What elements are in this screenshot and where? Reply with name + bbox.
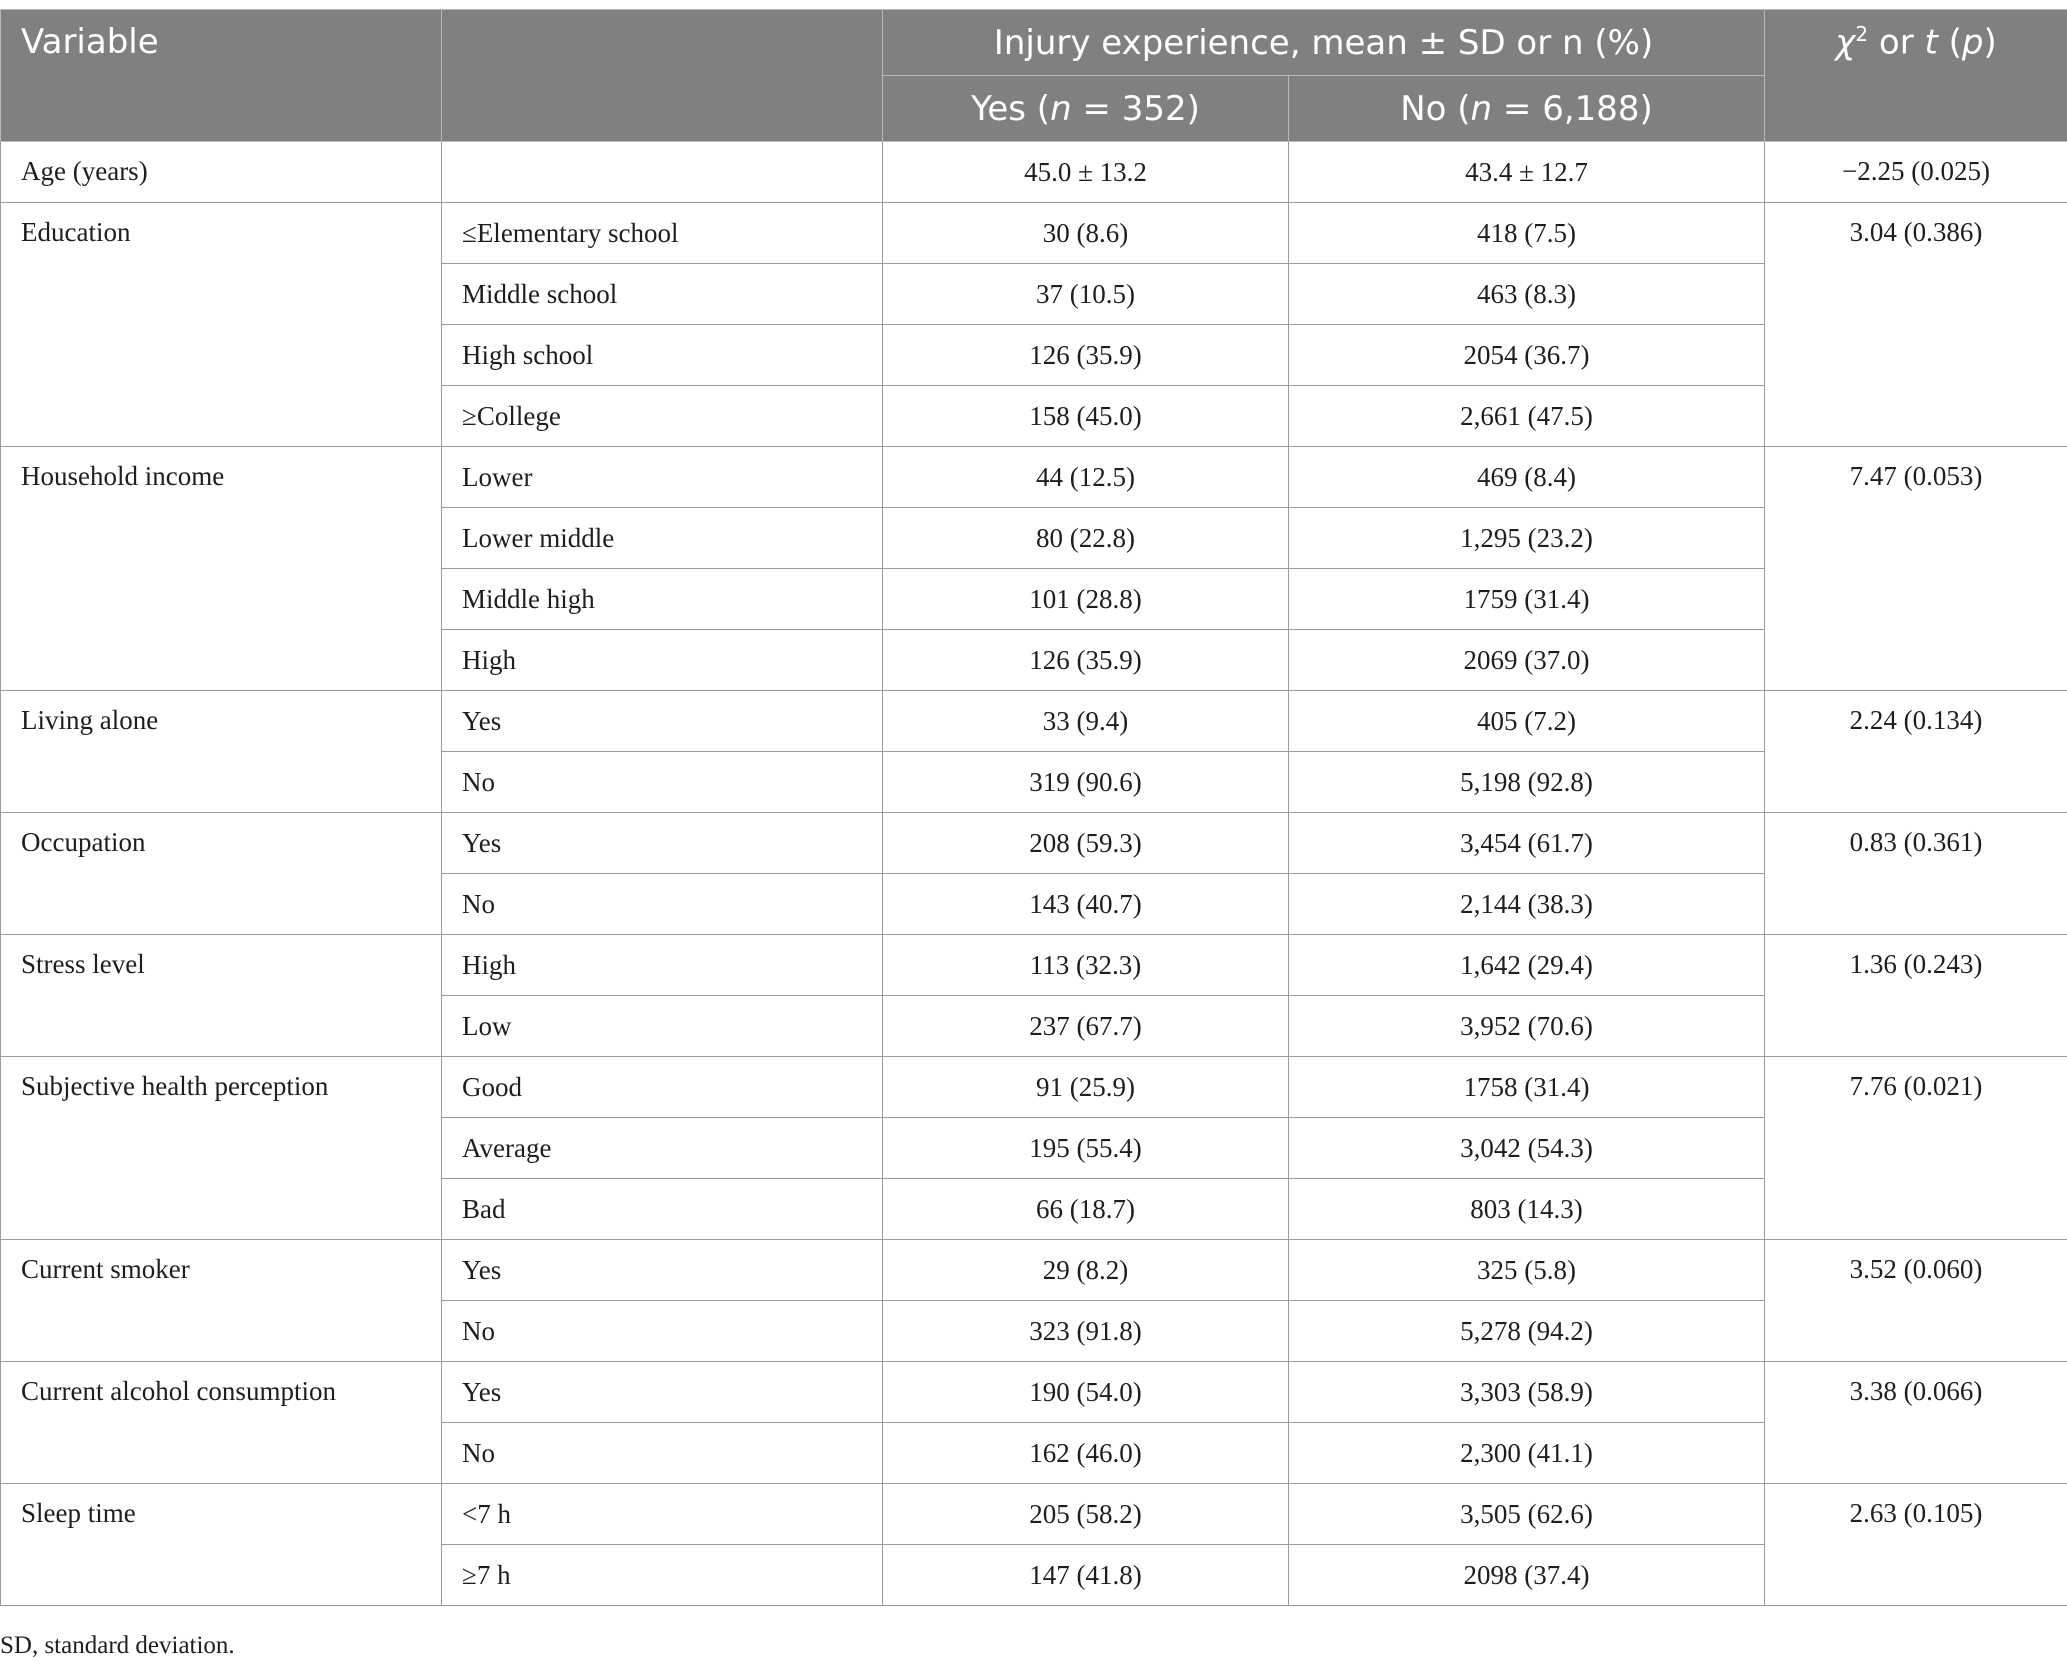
statistic-cell: 2.24 (0.134) bbox=[1765, 691, 2067, 813]
variable-cell: Stress level bbox=[1, 935, 442, 1057]
no-value-cell: 3,042 (54.3) bbox=[1289, 1118, 1765, 1179]
header-variable: Variable bbox=[1, 10, 442, 142]
yes-value-cell: 190 (54.0) bbox=[883, 1362, 1289, 1423]
no-value-cell: 803 (14.3) bbox=[1289, 1179, 1765, 1240]
statistic-cell: 2.63 (0.105) bbox=[1765, 1484, 2067, 1606]
variable-cell: Occupation bbox=[1, 813, 442, 935]
yes-value-cell: 113 (32.3) bbox=[883, 935, 1289, 996]
no-value-cell: 463 (8.3) bbox=[1289, 264, 1765, 325]
no-value-cell: 2098 (37.4) bbox=[1289, 1545, 1765, 1606]
no-value-cell: 3,952 (70.6) bbox=[1289, 996, 1765, 1057]
table-row bbox=[1, 142, 2067, 203]
category-cell: Good bbox=[442, 1057, 883, 1118]
no-value-cell: 405 (7.2) bbox=[1289, 691, 1765, 752]
no-value-cell: 2,144 (38.3) bbox=[1289, 874, 1765, 935]
yes-value-cell: 30 (8.6) bbox=[883, 203, 1289, 264]
no-value-cell: 3,505 (62.6) bbox=[1289, 1484, 1765, 1545]
table-row bbox=[1, 1362, 2067, 1423]
category-cell: Lower bbox=[442, 447, 883, 508]
table-row bbox=[1, 691, 2067, 752]
yes-value-cell: 66 (18.7) bbox=[883, 1179, 1289, 1240]
category-cell bbox=[442, 142, 883, 203]
variable-cell: Age (years) bbox=[1, 142, 442, 203]
yes-count: = 352) bbox=[1071, 88, 1200, 129]
variable-cell: Household income bbox=[1, 447, 442, 691]
table-row bbox=[1, 1240, 2067, 1301]
category-cell: Yes bbox=[442, 813, 883, 874]
category-cell: ≥7 h bbox=[442, 1545, 883, 1606]
chi-superscript: 2 bbox=[1855, 22, 1869, 46]
t-symbol: t bbox=[1924, 22, 1938, 63]
yes-value-cell: 29 (8.2) bbox=[883, 1240, 1289, 1301]
category-cell: High bbox=[442, 935, 883, 996]
table-row bbox=[1, 447, 2067, 508]
category-cell: No bbox=[442, 874, 883, 935]
category-cell: Bad bbox=[442, 1179, 883, 1240]
table-row bbox=[1, 1484, 2067, 1545]
stat-paren-open: ( bbox=[1937, 22, 1962, 63]
yes-value-cell: 91 (25.9) bbox=[883, 1057, 1289, 1118]
category-cell: High school bbox=[442, 325, 883, 386]
yes-value-cell: 45.0 ± 13.2 bbox=[883, 142, 1289, 203]
variable-cell: Subjective health perception bbox=[1, 1057, 442, 1240]
header-row-1 bbox=[1, 10, 2067, 76]
results-table-container bbox=[0, 9, 2067, 1606]
no-value-cell: 418 (7.5) bbox=[1289, 203, 1765, 264]
yes-value-cell: 33 (9.4) bbox=[883, 691, 1289, 752]
category-cell: Middle high bbox=[442, 569, 883, 630]
yes-value-cell: 126 (35.9) bbox=[883, 325, 1289, 386]
table-row bbox=[1, 203, 2067, 264]
no-value-cell: 3,454 (61.7) bbox=[1289, 813, 1765, 874]
table-body bbox=[1, 142, 2067, 1606]
yes-value-cell: 205 (58.2) bbox=[883, 1484, 1289, 1545]
no-value-cell: 2069 (37.0) bbox=[1289, 630, 1765, 691]
category-cell: No bbox=[442, 1301, 883, 1362]
no-value-cell: 2,661 (47.5) bbox=[1289, 386, 1765, 447]
category-cell: ≤Elementary school bbox=[442, 203, 883, 264]
no-prefix: No ( bbox=[1400, 88, 1471, 129]
table-header bbox=[1, 10, 2067, 142]
category-cell: No bbox=[442, 752, 883, 813]
no-value-cell: 43.4 ± 12.7 bbox=[1289, 142, 1765, 203]
variable-cell: Sleep time bbox=[1, 1484, 442, 1606]
variable-cell: Living alone bbox=[1, 691, 442, 813]
no-value-cell: 1,295 (23.2) bbox=[1289, 508, 1765, 569]
yes-value-cell: 37 (10.5) bbox=[883, 264, 1289, 325]
category-cell: Average bbox=[442, 1118, 883, 1179]
yes-n-symbol: n bbox=[1050, 88, 1072, 129]
category-cell: Yes bbox=[442, 1362, 883, 1423]
header-no-group bbox=[1289, 76, 1765, 142]
category-cell: Middle school bbox=[442, 264, 883, 325]
category-cell: Lower middle bbox=[442, 508, 883, 569]
statistic-cell: −2.25 (0.025) bbox=[1765, 142, 2067, 203]
no-value-cell: 5,198 (92.8) bbox=[1289, 752, 1765, 813]
stat-paren-close: ) bbox=[1983, 22, 1997, 63]
statistic-cell: 1.36 (0.243) bbox=[1765, 935, 2067, 1057]
statistic-cell: 7.47 (0.053) bbox=[1765, 447, 2067, 691]
category-cell: Yes bbox=[442, 1240, 883, 1301]
no-value-cell: 1759 (31.4) bbox=[1289, 569, 1765, 630]
yes-value-cell: 237 (67.7) bbox=[883, 996, 1289, 1057]
header-injury-experience: Injury experience, mean ± SD or n (%) bbox=[883, 10, 1765, 76]
no-value-cell: 325 (5.8) bbox=[1289, 1240, 1765, 1301]
variable-cell: Current alcohol consumption bbox=[1, 1362, 442, 1484]
yes-value-cell: 208 (59.3) bbox=[883, 813, 1289, 874]
category-cell: No bbox=[442, 1423, 883, 1484]
header-test-statistic bbox=[1765, 10, 2067, 142]
statistic-cell: 7.76 (0.021) bbox=[1765, 1057, 2067, 1240]
chi-symbol: χ bbox=[1835, 22, 1856, 63]
stat-or-text: or bbox=[1868, 22, 1925, 63]
table-row bbox=[1, 935, 2067, 996]
header-category-blank bbox=[442, 10, 883, 142]
yes-value-cell: 143 (40.7) bbox=[883, 874, 1289, 935]
yes-value-cell: 147 (41.8) bbox=[883, 1545, 1289, 1606]
no-value-cell: 3,303 (58.9) bbox=[1289, 1362, 1765, 1423]
statistic-cell: 3.52 (0.060) bbox=[1765, 1240, 2067, 1362]
category-cell: High bbox=[442, 630, 883, 691]
table-row bbox=[1, 1057, 2067, 1118]
variable-cell: Current smoker bbox=[1, 1240, 442, 1362]
no-count: = 6,188) bbox=[1492, 88, 1653, 129]
yes-value-cell: 319 (90.6) bbox=[883, 752, 1289, 813]
p-symbol: p bbox=[1961, 22, 1984, 63]
statistic-cell: 3.38 (0.066) bbox=[1765, 1362, 2067, 1484]
category-cell: <7 h bbox=[442, 1484, 883, 1545]
yes-value-cell: 323 (91.8) bbox=[883, 1301, 1289, 1362]
variable-cell: Education bbox=[1, 203, 442, 447]
header-yes-group bbox=[883, 76, 1289, 142]
yes-value-cell: 158 (45.0) bbox=[883, 386, 1289, 447]
injury-experience-table bbox=[0, 9, 2067, 1606]
category-cell: ≥College bbox=[442, 386, 883, 447]
yes-value-cell: 101 (28.8) bbox=[883, 569, 1289, 630]
no-value-cell: 2,300 (41.1) bbox=[1289, 1423, 1765, 1484]
category-cell: Yes bbox=[442, 691, 883, 752]
yes-value-cell: 126 (35.9) bbox=[883, 630, 1289, 691]
no-value-cell: 1758 (31.4) bbox=[1289, 1057, 1765, 1118]
no-value-cell: 469 (8.4) bbox=[1289, 447, 1765, 508]
statistic-cell: 3.04 (0.386) bbox=[1765, 203, 2067, 447]
yes-value-cell: 44 (12.5) bbox=[883, 447, 1289, 508]
table-row bbox=[1, 813, 2067, 874]
statistic-cell: 0.83 (0.361) bbox=[1765, 813, 2067, 935]
no-n-symbol: n bbox=[1470, 88, 1493, 129]
yes-value-cell: 162 (46.0) bbox=[883, 1423, 1289, 1484]
yes-prefix: Yes ( bbox=[971, 88, 1051, 129]
yes-value-cell: 80 (22.8) bbox=[883, 508, 1289, 569]
category-cell: Low bbox=[442, 996, 883, 1057]
yes-value-cell: 195 (55.4) bbox=[883, 1118, 1289, 1179]
no-value-cell: 2054 (36.7) bbox=[1289, 325, 1765, 386]
no-value-cell: 1,642 (29.4) bbox=[1289, 935, 1765, 996]
table-footnote: SD, standard deviation. bbox=[0, 1632, 235, 1659]
no-value-cell: 5,278 (94.2) bbox=[1289, 1301, 1765, 1362]
